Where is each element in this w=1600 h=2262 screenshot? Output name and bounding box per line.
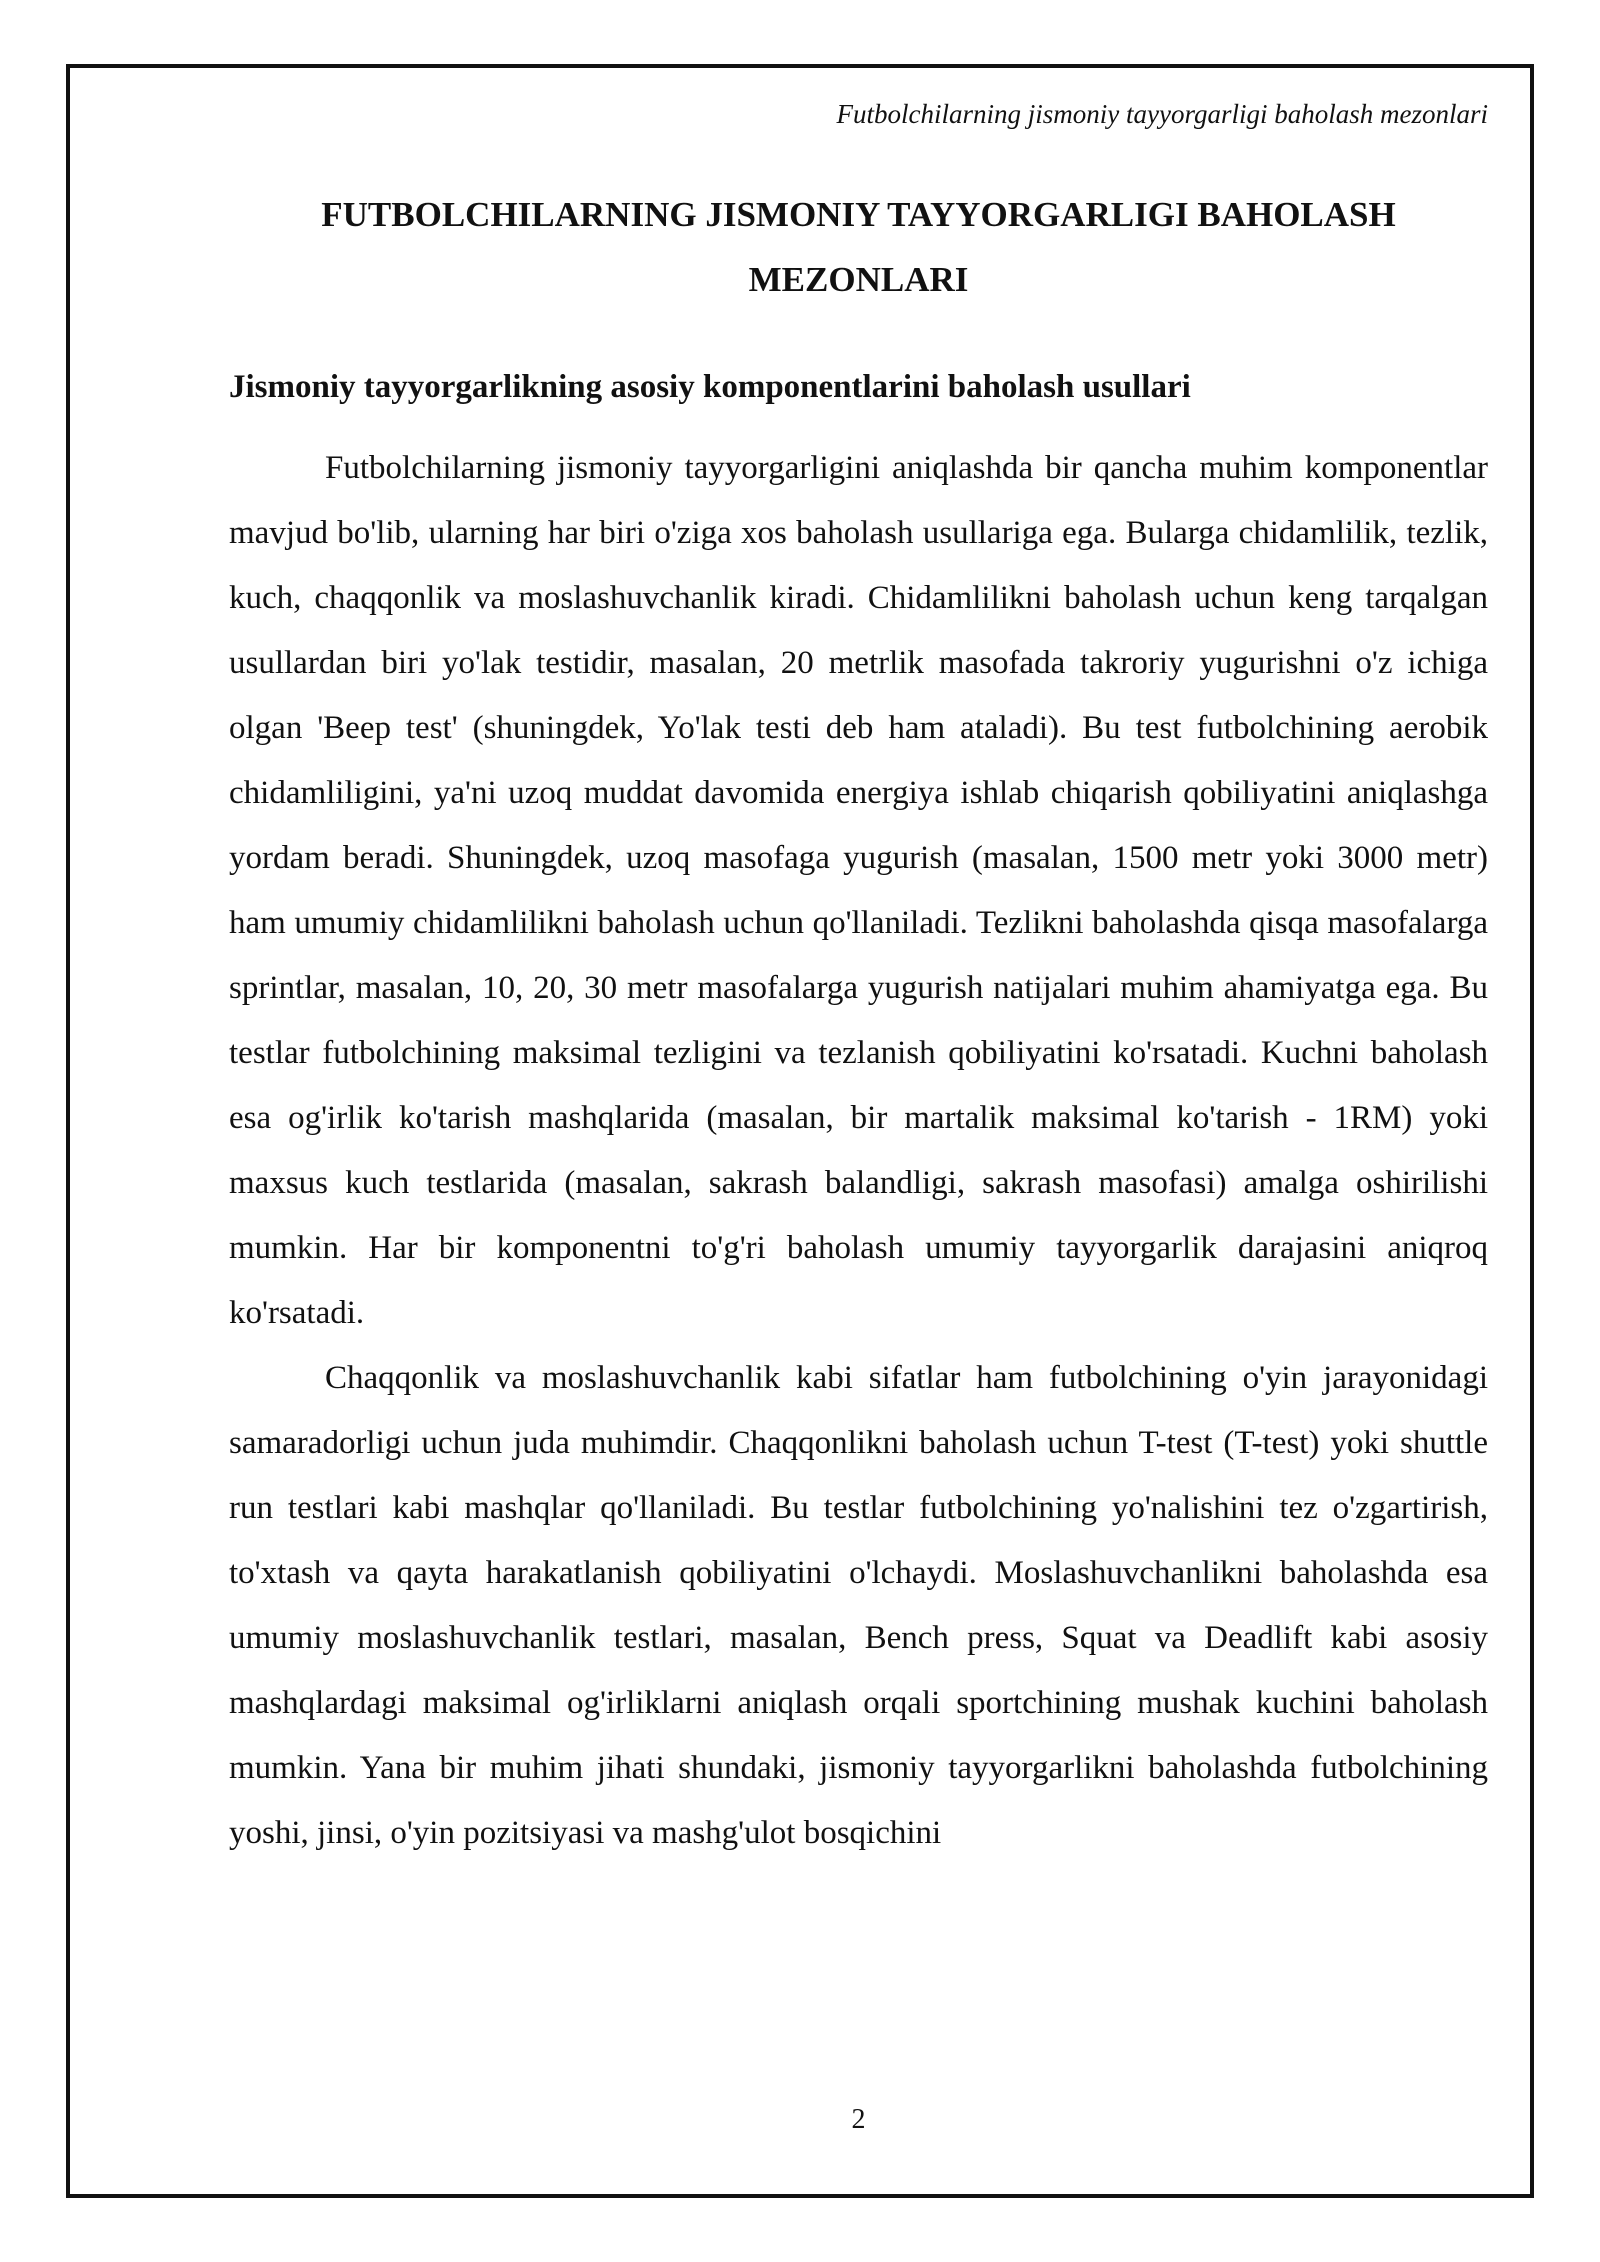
page-number: 2 (851, 2104, 866, 2135)
body-text (229, 436, 1488, 1866)
section-heading: Jismoniy tayyorgarlikning asosiy komponentlarini baholash usullari (229, 369, 1191, 405)
document-title: FUTBOLCHILARNING JISMONIY TAYYORGARLIGI BAHOLASH MEZONLARI (321, 195, 1396, 299)
paragraph-2: Chaqqonlik va moslashuvchanlik kabi sifatlar ham futbolchining o'yin jarayonidagi samaradorligi uchun juda muhimdir. Chaqqonlikni baholash uchun T-test (T-test) yoki shuttle run testlari kabi mashqlar qo'llaniladi. Bu testlar futbolchining yo'nalishini tez o'zgartirish, to'xtash va qayta harakatlanish qobiliyatini o'lchaydi. Moslashuvchanlikni baholashda esa umumiy moslashuvchanlik testlari, masalan, Bench press, Squat va Deadlift kabi asosiy mashqlardagi maksimal og'irliklarni aniqlash orqali sportchining mushak kuchini baholash mumkin. Yana bir muhim jihati shundaki, jismoniy tayyorgarlikni baholashda futbolchining yoshi, jinsi, o'yin pozitsiyasi va mashg'ulot bosqichini (229, 1360, 1488, 1851)
running-header: Futbolchilarning jismoniy tayyorgarligi baholash mezonlari (836, 99, 1488, 129)
paragraph-1: Futbolchilarning jismoniy tayyorgarligini aniqlashda bir qancha muhim komponentlar mavjud bo'lib, ularning har biri o'ziga xos baholash usullariga ega. Bularga chidamlilik, tezlik, kuch, chaqqonlik va moslashuvchanlik kiradi. Chidamlilikni baholash uchun keng tarqalgan usullardan biri yo'lak testidir, masalan, 20 metrlik masofada takroriy yugurishni o'z ichiga olgan 'Beep test' (shuningdek, Yo'lak testi deb ham ataladi). Bu test futbolchining aerobik chidamliligini, ya'ni uzoq muddat davomida energiya ishlab chiqarish qobiliyatini aniqlashga yordam beradi. Shuningdek, uzoq masofaga yugurish (masalan, 1500 metr yoki 3000 metr) ham umumiy chidamlilikni baholash uchun qo'llaniladi. Tezlikni baholashda qisqa masofalarga sprintlar, masalan, 10, 20, 30 metr masofalarga yugurish natijalari muhim ahamiyatga ega. Bu testlar futbolchining maksimal tezligini va tezlanish qobiliyatini ko'rsatadi. Kuchni baholash esa og'irlik ko'tarish mashqlarida (masalan, bir martalik maksimal ko'tarish - 1RM) yoki maxsus kuch testlarida (masalan, sakrash balandligi, sakrash masofasi) amalga oshirilishi mumkin. Har bir komponentni to'g'ri baholash umumiy tayyorgarlik darajasini aniqroq ko'rsatadi. (229, 450, 1488, 1331)
